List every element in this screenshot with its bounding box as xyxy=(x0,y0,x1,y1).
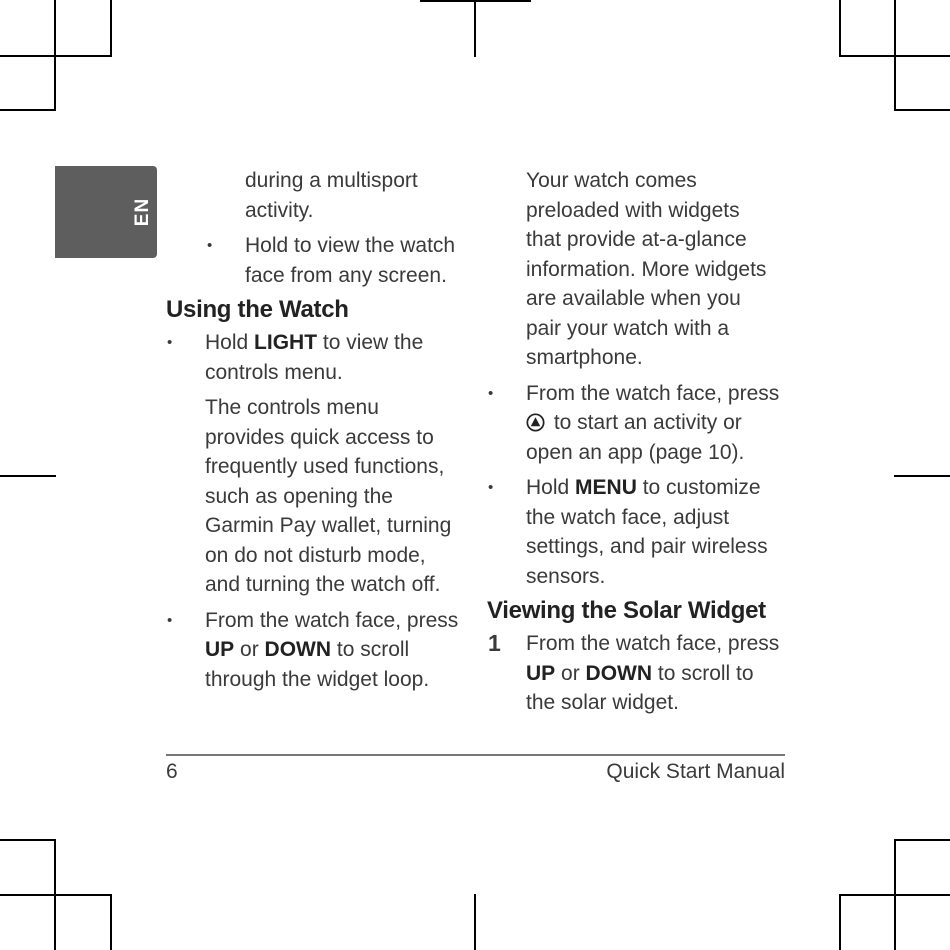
crop-mark xyxy=(474,0,476,57)
bullet-icon: • xyxy=(167,611,173,629)
widgets-description: Your watch comes preloaded with widgets that provide at-a-glance information. More widgets are available when you pair your watch with a smartphone. xyxy=(526,169,767,369)
back-button-item: • Hold to view the watch face from any screen. xyxy=(166,231,466,290)
left-column xyxy=(166,166,466,694)
crop-mark xyxy=(839,55,950,57)
crop-mark xyxy=(0,839,56,841)
crop-mark xyxy=(839,0,841,57)
light-button-name: LIGHT xyxy=(254,331,318,354)
continued-text: during a multisport activity. xyxy=(245,169,418,222)
crop-mark xyxy=(0,475,56,477)
crop-mark xyxy=(894,839,950,841)
page-number: 6 xyxy=(166,760,178,783)
section-heading-using-watch: Using the Watch xyxy=(166,296,349,323)
start-activity-item: • From the watch face, press to start an activity or open an app (page 10). xyxy=(487,379,787,468)
bullet-icon: • xyxy=(488,384,494,402)
manual-title: Quick Start Manual xyxy=(606,760,785,783)
light-button-item: • Hold LIGHT to view the controls menu. xyxy=(166,328,466,387)
footer-rule xyxy=(166,754,785,756)
controls-menu-description: The controls menu provides quick access to frequently used functions, such as opening the Garmin Pay wallet, turning on do not disturb mode, and turning the watch off. xyxy=(205,396,452,596)
step-1: 1 From the watch face, press UP or DOWN to scroll to the solar widget. xyxy=(488,630,780,714)
crop-mark xyxy=(0,894,111,896)
bullet-icon: • xyxy=(167,334,173,351)
crop-mark xyxy=(839,894,950,896)
step-number: 1 xyxy=(488,630,501,656)
right-column xyxy=(487,166,787,718)
crop-mark xyxy=(420,0,531,2)
up-down-item: • From the watch face, press UP or DOWN to scroll through the widget loop. xyxy=(166,606,466,695)
crop-mark xyxy=(0,109,56,111)
bullet-icon: • xyxy=(488,479,494,496)
crop-mark xyxy=(474,894,476,950)
menu-button-item: • Hold MENU to customize the watch face, adjust settings, and pair wireless sensors. xyxy=(487,473,787,591)
bullet-icon: • xyxy=(207,237,213,254)
crop-mark xyxy=(110,894,112,950)
crop-mark xyxy=(839,894,841,950)
language-tab-label: EN xyxy=(132,197,153,227)
crop-mark xyxy=(894,475,950,477)
crop-mark xyxy=(110,0,112,57)
section-heading-solar-widget: Viewing the Solar Widget xyxy=(487,597,766,624)
crop-mark xyxy=(894,109,950,111)
start-button-icon xyxy=(526,413,545,432)
crop-mark xyxy=(0,55,111,57)
menu-button-name: MENU xyxy=(575,476,637,499)
